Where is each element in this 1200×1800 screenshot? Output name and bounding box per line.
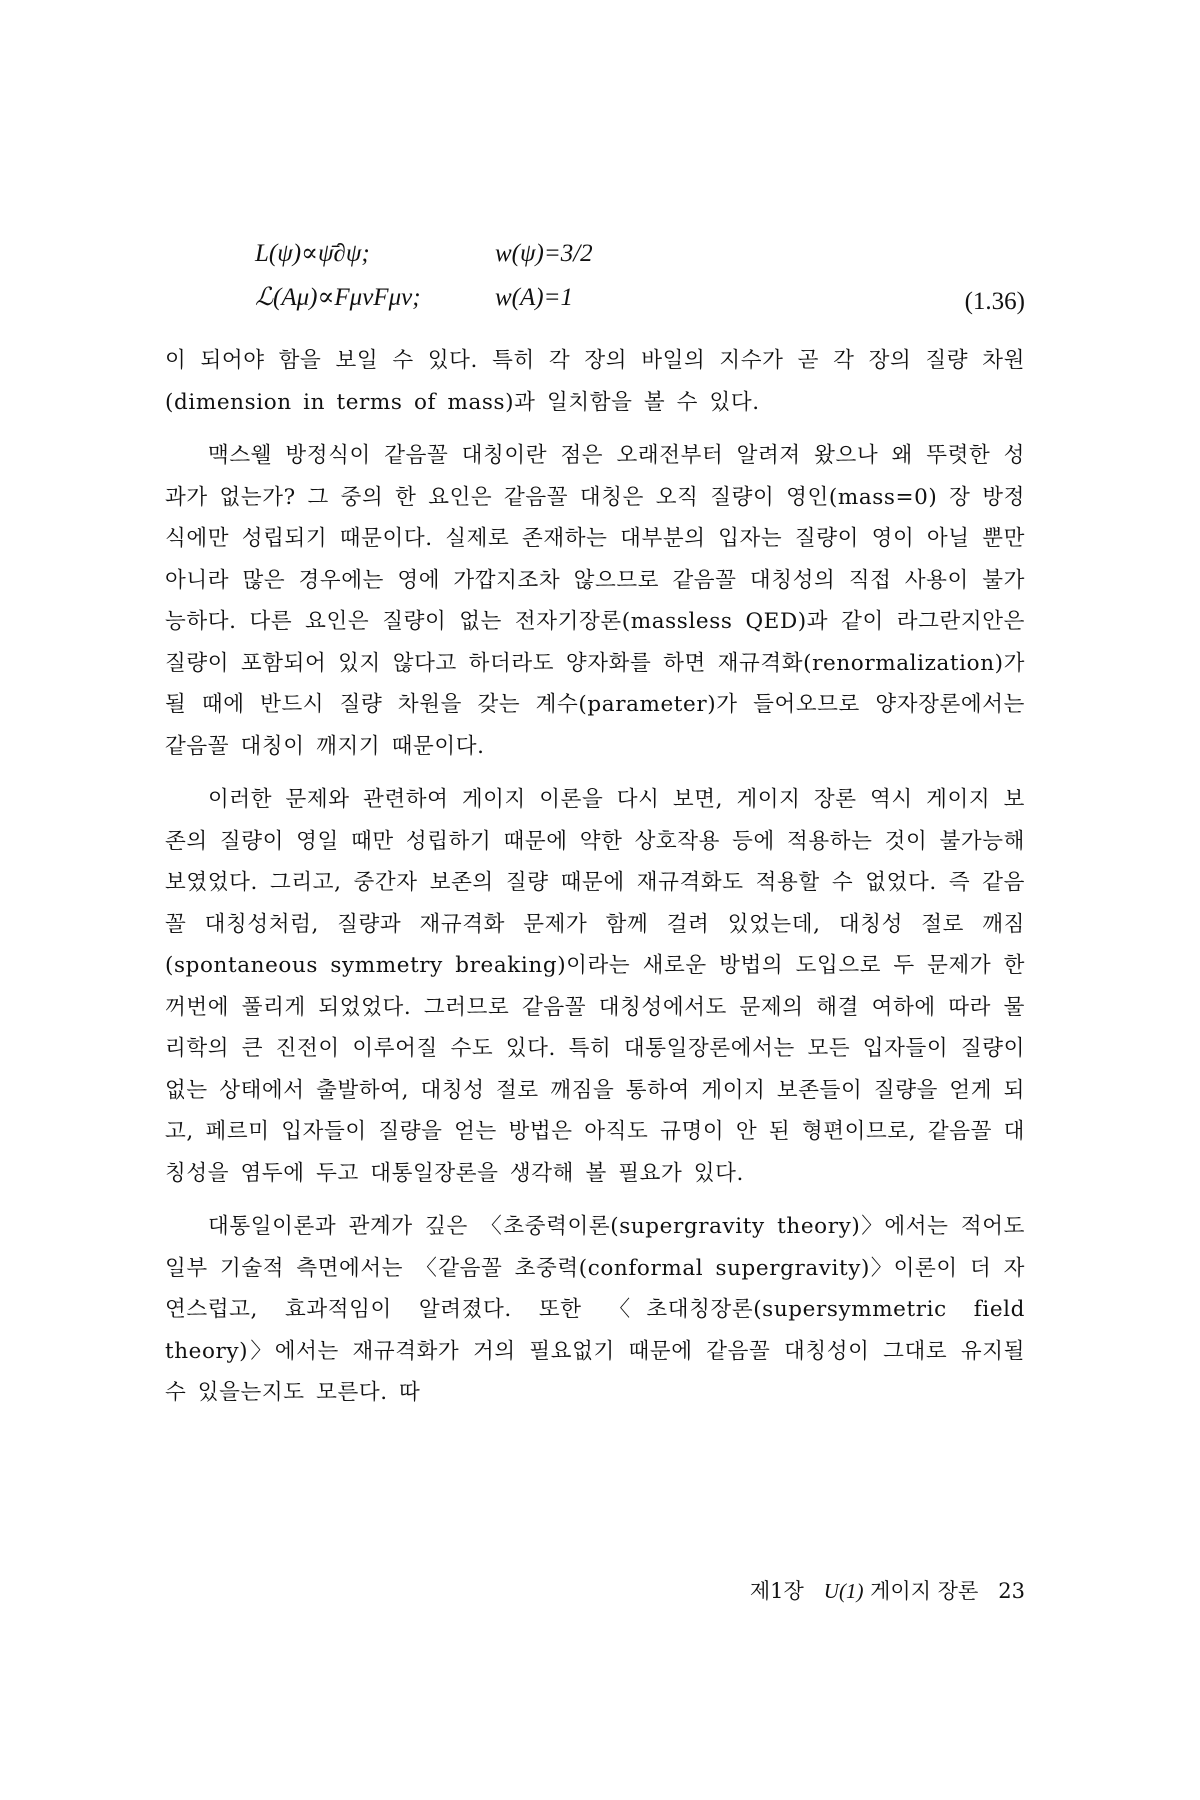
equation-block: [255, 232, 1025, 320]
footer-chapter-title: 게이지 장론: [870, 1579, 979, 1603]
paragraph-3: 이러한 문제와 관련하여 게이지 이론을 다시 보면, 게이지 장론 역시 게이지 보존의 질량이 영일 때만 성립하기 때문에 약한 상호작용 등에 적용하는 것이 불가능해 보였었다. 그리고, 중간자 보존의 질량 때문에 재규격화도 적용할 수 없었다. 즉 같음꼴 대칭성처럼, 질량과 재규격화 문제가 함께 걸려 있었는데, 대칭성 절로 깨짐(spontaneous symmetry breaking)이라는 새로운 방법의 도입으로 두 문제가 한꺼번에 풀리게 되었었다. 그러므로 같음꼴 대칭성에서도 문제의 해결 여하에 따라 물리학의 큰 진전이 이루어질 수도 있다. 특히 대통일장론에서는 모든 입자들이 질량이 없는 상태에서 출발하여, 대칭성 절로 깨짐을 통하여 게이지 보존들이 질량을 얻게 되고, 페르미 입자들이 질량을 얻는 방법은 아직도 규명이 안 된 형편이므로, 같음꼴 대칭성을 염두에 두고 대통일장론을 생각해 볼 필요가 있다.: [165, 787, 1025, 1186]
paragraph-2: 맥스웰 방정식이 같음꼴 대칭이란 점은 오래전부터 알려져 왔으나 왜 뚜렷한 성과가 없는가? 그 중의 한 요인은 같음꼴 대칭은 오직 질량이 영인(mass=0) 장 방정식에만 성립되기 때문이다. 실제로 존재하는 대부분의 입자는 질량이 영이 아닐 뿐만 아니라 많은 경우에는 영에 가깝지조차 않으므로 같음꼴 대칭성의 직접 사용이 불가능하다. 다른 요인은 질량이 없는 전자기장론(massless QED)과 같이 라그란지안은 질량이 포함되어 있지 않다고 하더라도 양자화를 하면 재규격화(renormalization)가 될 때에 반드시 질량 차원을 갖는 계수(parameter)가 들어오므로 양자장론에서는 같음꼴 대칭이 깨지기 때문이다.: [165, 443, 1025, 759]
paragraph-1: 이 되어야 함을 보일 수 있다. 특히 각 장의 바일의 지수가 곧 각 장의 질량 차원(dimension in terms of mass)과 일치함을 볼 수 있다.: [165, 348, 1025, 415]
body-text: [165, 340, 1025, 1426]
equation-dirac-lagrangian: L(ψ)∝ψ̄∂ψ;: [255, 240, 370, 267]
equation-row-1: [255, 232, 1025, 276]
page-number: 23: [998, 1579, 1025, 1603]
running-footer: [655, 1575, 1025, 1605]
equation-gauge-weight: w(A)=1: [495, 284, 573, 311]
equation-dirac-weight: w(ψ)=3/2: [495, 240, 593, 267]
footer-chapter: 제1장: [749, 1579, 804, 1603]
footer-chapter-symbol: U(1): [823, 1579, 864, 1603]
equation-number: (1.36): [964, 288, 1025, 315]
paragraph-4: 대통일이론과 관계가 깊은 〈초중력이론(supergravity theory)〉에서는 적어도 일부 기술적 측면에서는 〈같음꼴 초중력(conformal supergravity)〉이론이 더 자연스럽고, 효과적임이 알려졌다. 또한 〈초대칭장론(supersymmetric field theory)〉에서는 재규격화가 거의 필요없기 때문에 같음꼴 대칭성이 그대로 유지될 수 있을는지도 모른다. 따: [165, 1214, 1025, 1405]
equation-gauge-lagrangian: ℒ(Aμ)∝FμνFμν;: [255, 284, 421, 311]
equation-row-2: [255, 276, 1025, 320]
